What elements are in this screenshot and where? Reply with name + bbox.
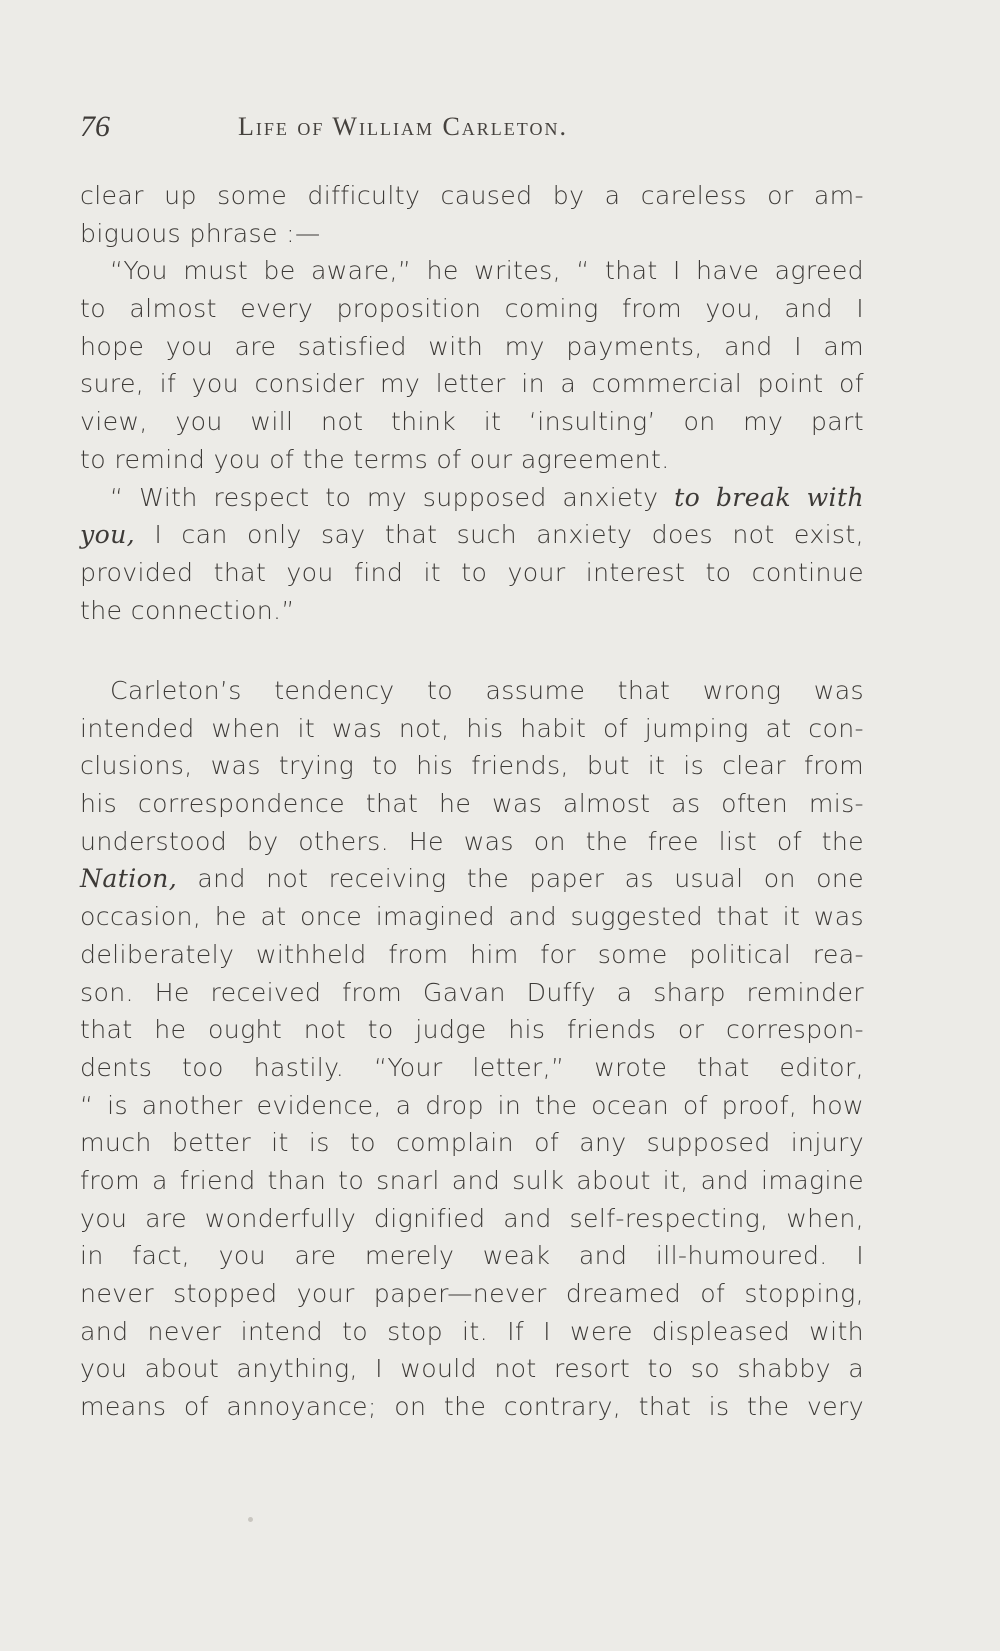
text-line: provided that you find it to your interest to continue (80, 557, 864, 587)
text-line: never stopped your paper—never dreamed of stopping, (80, 1279, 864, 1308)
running-head (80, 110, 860, 154)
text-line (80, 479, 864, 517)
text-line: and never intend to stop it. If I were displeased with (80, 1316, 864, 1346)
text-line: that he ought not to judge his friends or correspon- (80, 1015, 864, 1045)
text-line: clusions, was trying to his friends, but it is clear from (80, 751, 864, 781)
text-line (80, 516, 864, 554)
italic-text: Nation, (80, 864, 178, 894)
text-run: “ With respect to my supposed anxiety (110, 482, 675, 512)
text-line: you are wonderfully dignified and self-respecting, when, (80, 1203, 864, 1233)
text-line: means of annoyance; on the contrary, that is the very (80, 1392, 864, 1422)
text-line: “ is another evidence, a drop in the ocean of proof, how (80, 1090, 864, 1120)
text-line: in fact, you are merely weak and ill-humoured. I (80, 1241, 864, 1271)
text-line: his correspondence that he was almost as often mis- (80, 789, 864, 819)
paper-speck (248, 1517, 253, 1522)
text-line: sure, if you consider my letter in a commercial point of (80, 369, 864, 399)
text-line: the connection.” (80, 595, 295, 625)
text-line: deliberately withheld from him for some political rea- (80, 939, 864, 969)
text-run: I can only say that such anxiety does not exist, (135, 520, 864, 550)
text-line: intended when it was not, his habit of jumping at con- (80, 713, 864, 743)
italic-text: you, (80, 520, 136, 550)
text-line: you about anything, I would not resort to so shabby a (80, 1354, 864, 1384)
text-line: from a friend than to snarl and sulk about it, and imagine (80, 1165, 864, 1195)
text-line: son. He received from Gavan Duffy a sharp reminder (80, 977, 864, 1007)
text-line: “You must be aware,” he writes, “ that I have agreed (110, 256, 864, 286)
running-title: Life of William Carleton. (238, 112, 568, 141)
text-line: understood by others. He was on the free list of the (80, 826, 864, 856)
text-line: view, you will not think it ‘insulting’ on my part (80, 407, 864, 437)
text-line: biguous phrase :— (80, 218, 321, 248)
text-line: much better it is to complain of any supposed injury (80, 1128, 864, 1158)
text-line: occasion, he at once imagined and suggested that it was (80, 902, 864, 932)
text-line: to remind you of the terms of our agreement. (80, 444, 670, 474)
paragraph-block-narrative (80, 672, 864, 1426)
italic-text: to break with (674, 482, 864, 512)
text-line: to almost every proposition coming from you, and I (80, 294, 864, 324)
paragraph-block-letter (80, 177, 864, 629)
text-line: dents too hastily. “Your letter,” wrote that editor, (80, 1052, 864, 1082)
text-run: and not receiving the paper as usual on one (177, 864, 864, 894)
text-line: Carleton’s tendency to assume that wrong was (110, 676, 864, 705)
page-number: 76 (80, 110, 110, 143)
text-line (80, 860, 864, 898)
text-line: hope you are satisfied with my payments, and I am (80, 331, 864, 361)
text-line: clear up some difficulty caused by a careless or am- (80, 181, 864, 210)
